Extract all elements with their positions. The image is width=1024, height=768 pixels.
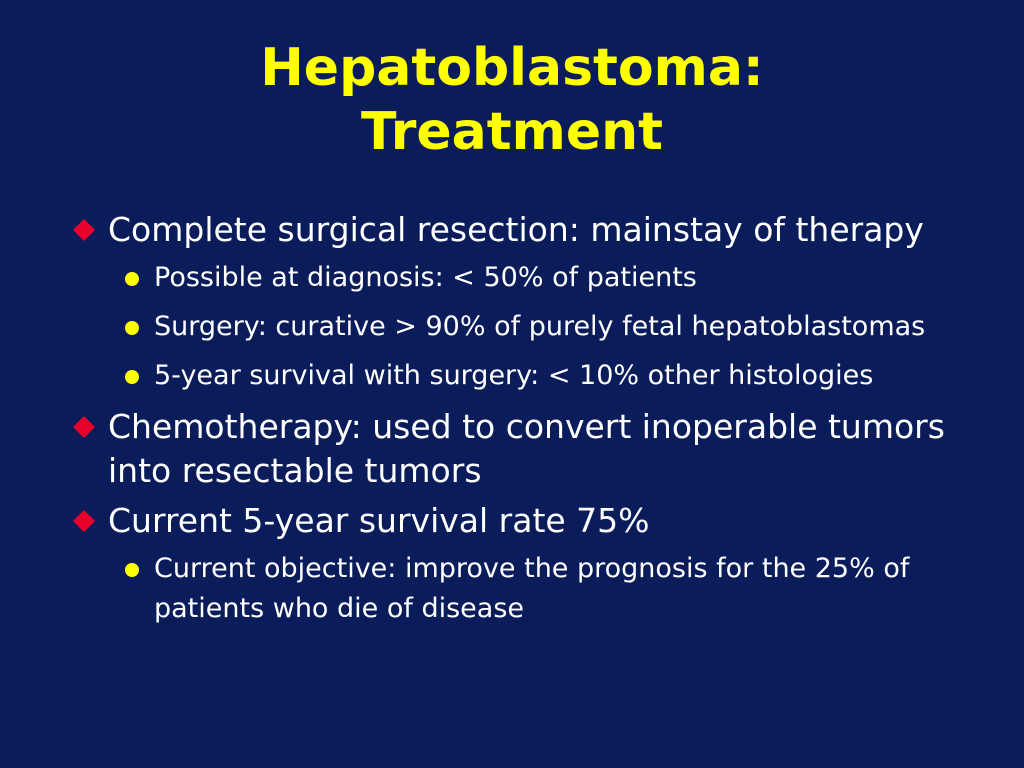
- sub-bullet-item: [72, 549, 992, 629]
- yellow-dot-icon: [125, 321, 139, 335]
- sub-bullet-text: 5-year survival with surgery: < 10% other histologies: [154, 360, 874, 391]
- bullet-item: [72, 405, 992, 493]
- bullet-item: [72, 208, 992, 252]
- bullet-text: Complete surgical resection: mainstay of therapy: [108, 210, 924, 249]
- yellow-dot-icon: [125, 370, 139, 384]
- sub-bullet-item: [72, 307, 992, 347]
- title-line-2: Treatment: [361, 102, 663, 162]
- sub-bullet-text: Current objective: improve the prognosis for the 25% of patients who die of disease: [154, 553, 910, 624]
- sub-bullet-item: [72, 258, 992, 298]
- yellow-dot-icon: [125, 272, 139, 286]
- yellow-dot-icon: [125, 563, 139, 577]
- bullet-item: [72, 499, 992, 543]
- bullet-text: Chemotherapy: used to convert inoperable tumors into resectable tumors: [108, 407, 945, 490]
- red-diamond-icon: [72, 415, 96, 439]
- sub-bullet-item: [72, 356, 992, 396]
- red-diamond-icon: [72, 509, 96, 533]
- title-line-1: Hepatoblastoma:: [260, 38, 764, 98]
- sub-bullet-text: Surgery: curative > 90% of purely fetal hepatoblastomas: [154, 311, 926, 342]
- red-diamond-icon: [72, 218, 96, 242]
- bullet-text: Current 5-year survival rate 75%: [108, 501, 650, 540]
- slide-title: [0, 36, 1024, 164]
- bullet-list: [72, 208, 992, 638]
- sub-bullet-text: Possible at diagnosis: < 50% of patients: [154, 262, 697, 293]
